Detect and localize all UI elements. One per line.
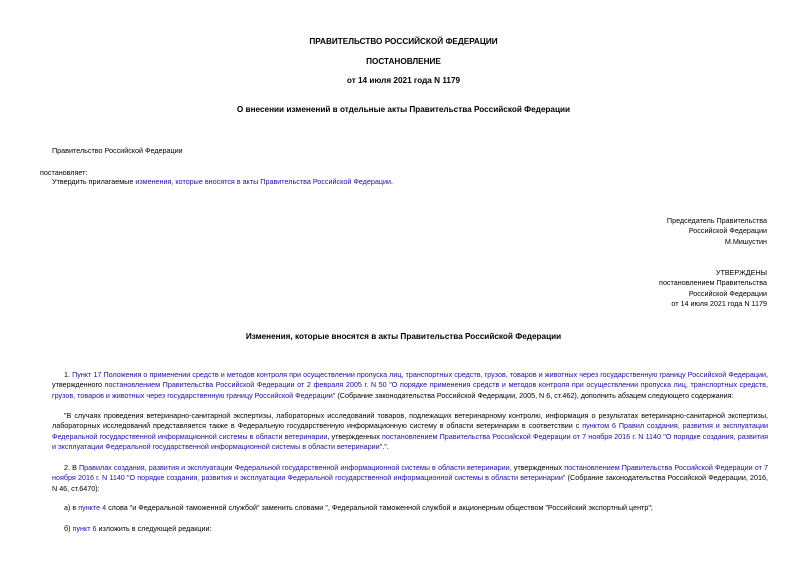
paragraph-2-text-1: , утвержденных (509, 463, 565, 472)
approved-block (659, 268, 767, 310)
paragraph-1 (52, 370, 768, 401)
changes-title: Изменения, которые вносятся в акты Правительства Российской Федерации (245, 332, 562, 341)
quote-text-3: .". (382, 442, 389, 452)
subparagraph-b-link[interactable]: пункт 6 (72, 524, 97, 533)
signature-line-3: М.Мишустин (724, 236, 767, 246)
quote-link-decree[interactable]: постановлением Правительства Российской Федерации от 7 ноября 2016 г. N 1140 "О порядке создания, развития и эксплуатации Федеральной государственной информационной системы в области ветеринарии" (52, 431, 768, 452)
paragraph-2-number: 2. В (64, 463, 79, 472)
subparagraph-b-text-1: б) (64, 524, 73, 533)
preamble-decides: постановляет: (40, 168, 88, 177)
approve-link[interactable]: изменения, которые вносятся в акты Правительства Российской Федерации (135, 177, 391, 186)
approved-line-4: от 14 июля 2021 года N 1179 (671, 299, 767, 309)
paragraph-2-link-decree[interactable]: постановлением Правительства Российской Федерации от 7 ноября 2016 г. N 1140 "О порядке создания, развития и эксплуатации Федеральной государственной информационной системы в области ветеринарии" (52, 463, 768, 483)
approve-prefix: Утвердить прилагаемые (52, 177, 136, 186)
subparagraph-a-text-1: а) в (64, 503, 79, 512)
approve-suffix: . (390, 177, 393, 186)
quote-text-2: , утвержденных (327, 431, 383, 441)
approved-line-2: постановлением Правительства (659, 278, 767, 288)
quote-paragraph (52, 411, 768, 453)
paragraph-1-link-regulation[interactable]: Пункт 17 Положения о применении средств и методов контроля при осуществлении пропуска лиц, транспортных средств, грузов, товаров и животных через государственную границу Российской Федерации (72, 370, 767, 379)
document-title: О внесении изменений в отдельные акты Правительства Российской Федерации (236, 105, 571, 114)
document-type: ПОСТАНОВЛЕНИЕ (366, 57, 441, 66)
subparagraph-a (52, 503, 768, 513)
subparagraph-a-text-2: слова "и Федеральной таможенной службой" заменить словами ", Федеральной таможенной службой и акционерным обществом "Российский экспортный центр"; (106, 503, 653, 512)
subparagraph-b (52, 524, 768, 534)
paragraph-1-text-2: (Собрание законодательства Российской Федерации, 2005, N 6, ст.462), дополнить абзацем следующего содержания: (335, 390, 734, 400)
approved-line-3: Российской Федерации (688, 288, 767, 298)
paragraph-2-link-rules[interactable]: Правилах создания, развития и эксплуатации Федеральной государственной информационной системы в области ветеринарии (79, 463, 510, 472)
paragraph-2-text-2: (Собрание законодательства Российской Федерации, 2016, N 46, ст.6470): (52, 473, 768, 493)
signature-block (667, 216, 767, 247)
preamble-government: Правительство Российской Федерации (52, 146, 183, 155)
paragraph-1-text-1: , утвержденного (52, 370, 769, 390)
government-heading: ПРАВИТЕЛЬСТВО РОССИЙСКОЙ ФЕДЕРАЦИИ (309, 37, 498, 46)
quote-link-rules[interactable]: пунктом 6 Правил создания, развития и эксплуатации Федеральной государственной информационной системы в области ветеринарии (52, 421, 768, 441)
approved-line-1: УТВЕРЖДЕНЫ (715, 268, 767, 277)
document-date: от 14 июля 2021 года N 1179 (346, 76, 461, 85)
paragraph-1-link-decree[interactable]: постановлением Правительства Российской Федерации от 2 февраля 2005 г. N 50 "О порядке применения средств и методов контроля при осуществлении пропуска лиц, транспортных средств, грузов, товаров и животных через государственную границу Российской Федерации" (52, 380, 769, 400)
quote-text-1: "В случаях проведения ветеринарно-санитарной экспертизы, лабораторных исследований товаров, подлежащих ветеринарному контролю, информация о результатах ветеринарно-санитарной экспертизы, лабораторных исследований представляется также в Федеральную государственную информационную систему в области ветеринарии в соответствии с (52, 411, 768, 431)
approve-paragraph (52, 177, 393, 187)
subparagraph-a-link[interactable]: пункте 4 (78, 503, 107, 512)
signature-line-1: Председатель Правительства (666, 216, 767, 225)
paragraph-2 (52, 463, 768, 494)
paragraph-1-number: 1. (64, 370, 73, 379)
subparagraph-b-text-2: изложить в следующей редакции: (96, 524, 212, 533)
signature-line-2: Российской Федерации (688, 226, 767, 236)
